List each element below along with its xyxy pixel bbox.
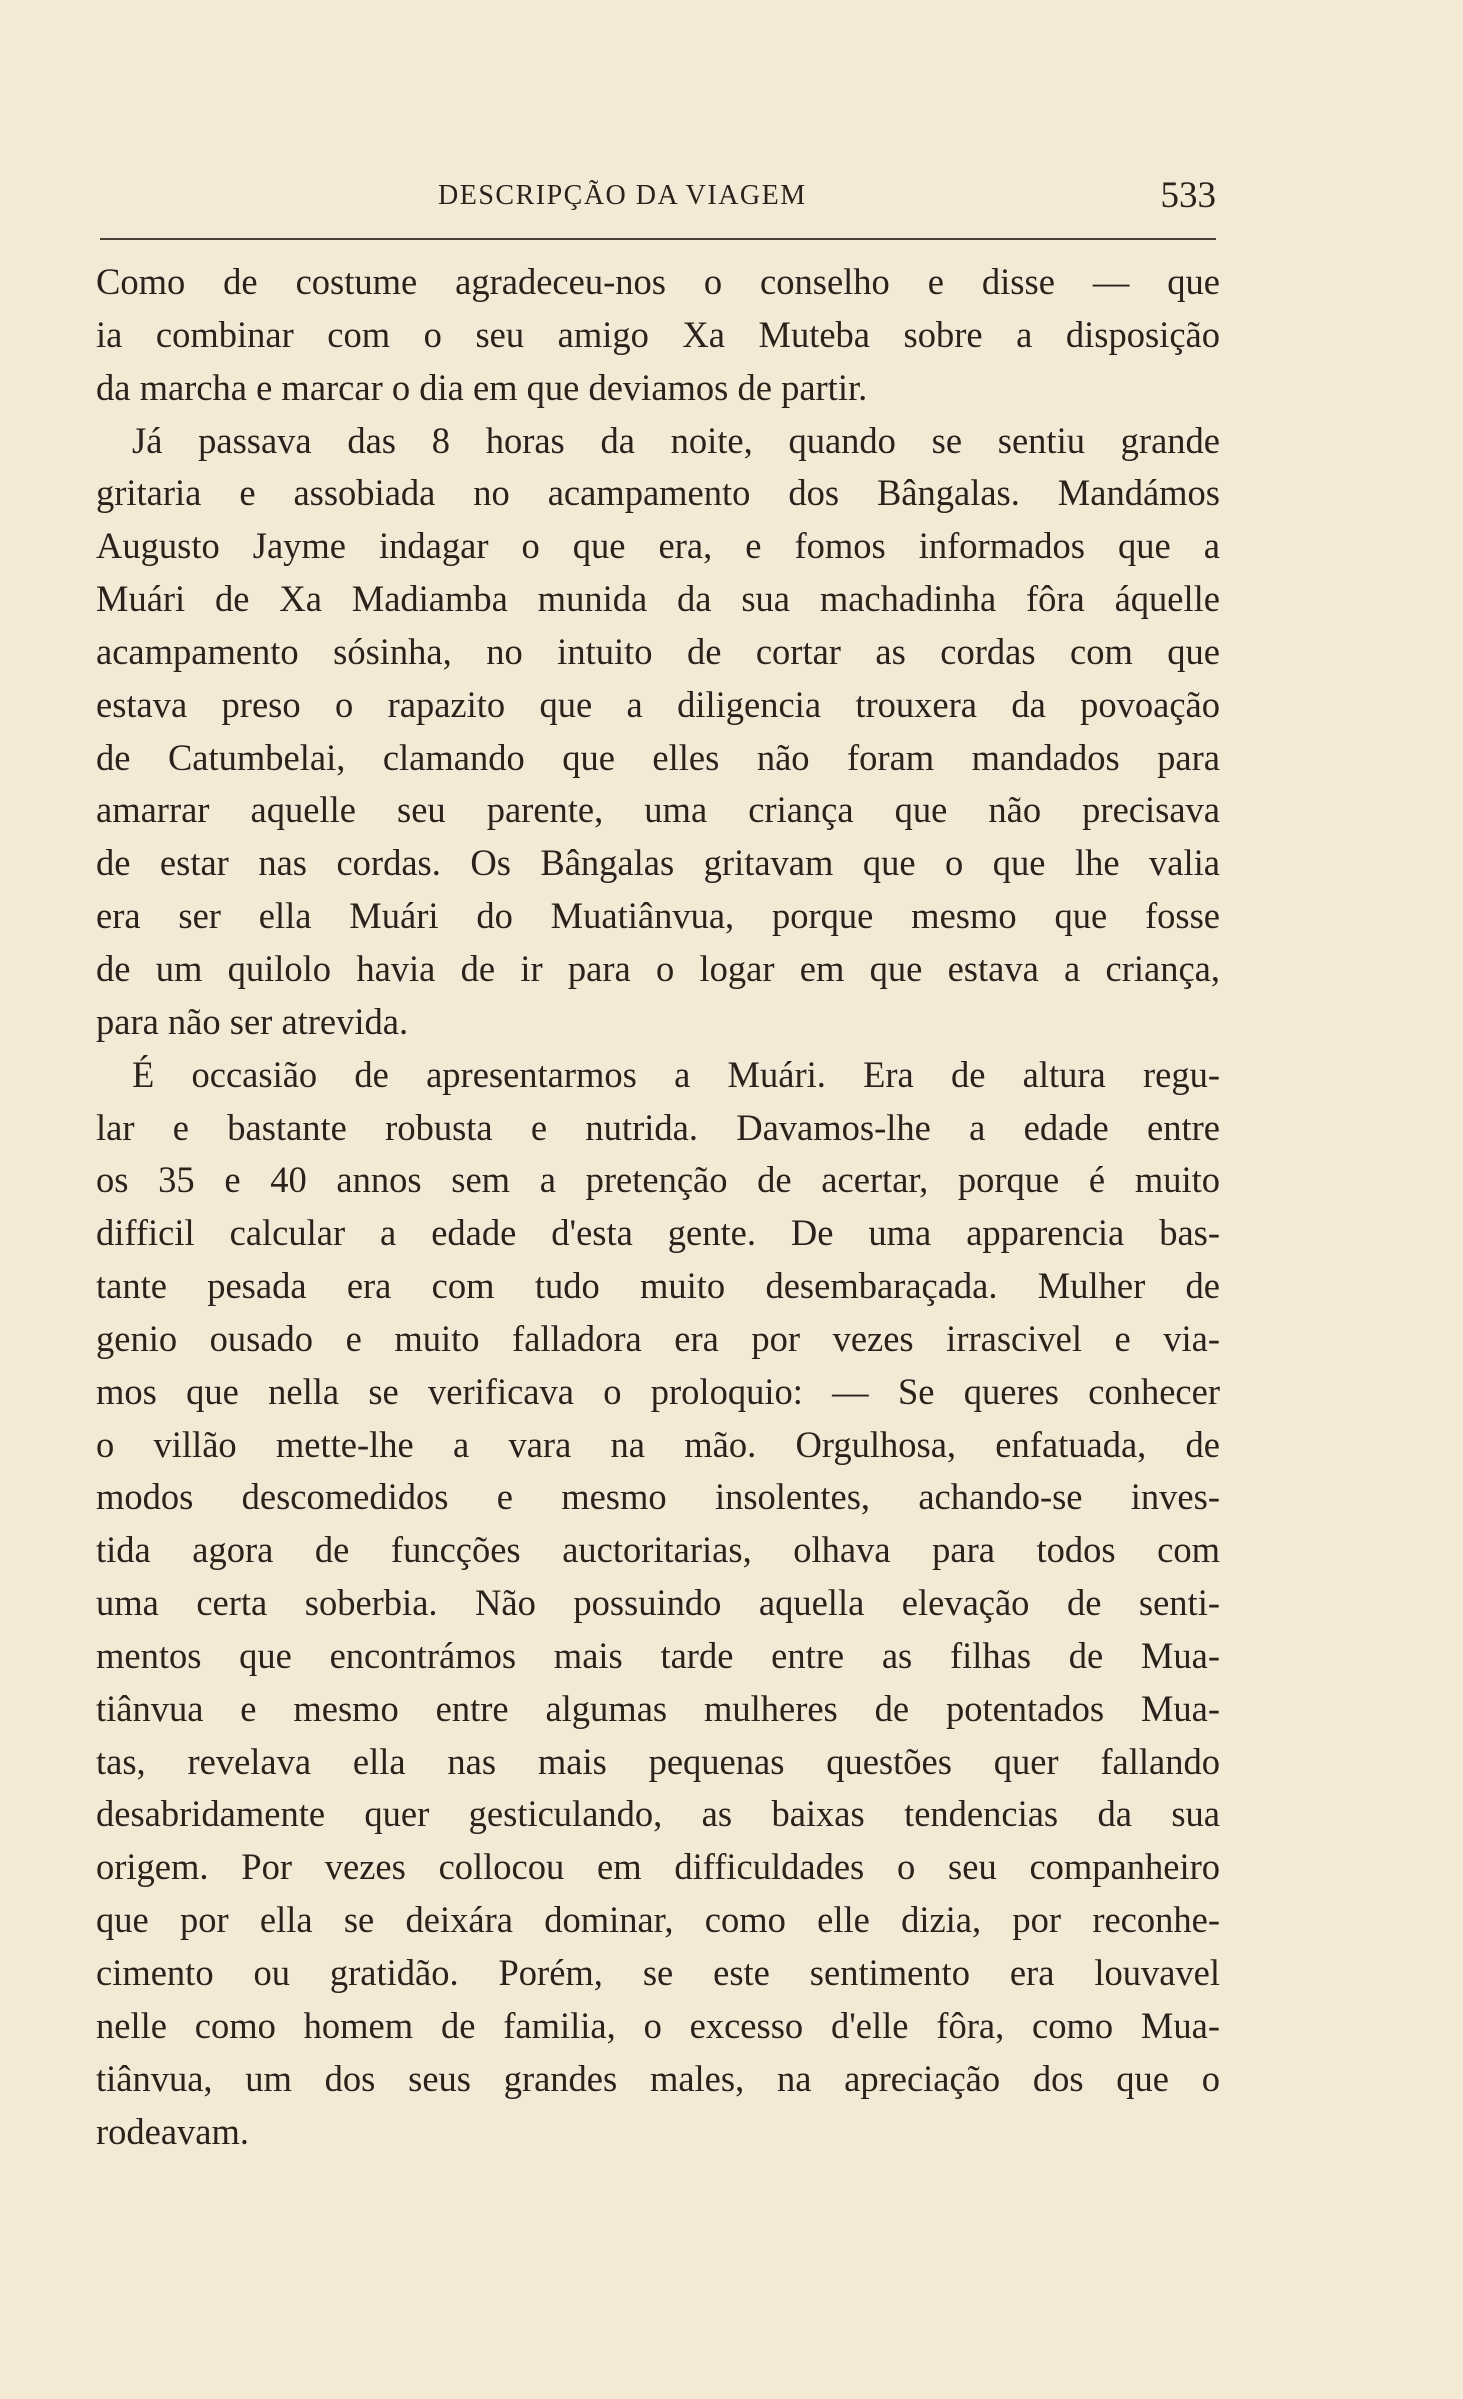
running-title: DESCRIPÇÃO DA VIAGEM <box>438 180 807 211</box>
body-text <box>96 256 1220 2158</box>
text-line: Como de costume agradeceu-nos o conselho e disse — que <box>96 261 1220 302</box>
text-line: o villão mette-lhe a vara na mão. Orgulhosa, enfatuada, de <box>96 1423 1220 1465</box>
text-line: mentos que encontrámos mais tarde entre as filhas de Mua- <box>96 1634 1220 1676</box>
text-line: amarrar aquelle seu parente, uma criança que não precisava <box>96 789 1220 831</box>
text-line: tiânvua, um dos seus grandes males, na apreciação dos que o <box>96 2057 1220 2099</box>
text-line: de um quilolo havia de ir para o logar em que estava a criança, <box>96 947 1220 989</box>
text-line: É occasião de apresentarmos a Muári. Era de altura regu- <box>132 1053 1220 1095</box>
text-line: ia combinar com o seu amigo Xa Muteba sobre a disposição <box>96 313 1220 355</box>
text-line: tiânvua e mesmo entre algumas mulheres de potentados Mua- <box>96 1687 1220 1729</box>
text-line: acampamento sósinha, no intuito de cortar as cordas com que <box>96 630 1220 672</box>
text-line: Augusto Jayme indagar o que era, e fomos informados que a <box>96 525 1220 567</box>
text-line: cimento ou gratidão. Porém, se este sentimento era louvavel <box>96 1952 1220 1993</box>
text-line: para não ser atrevida. <box>96 1000 409 1042</box>
text-line: tida agora de funcções auctoritarias, olhava para todos com <box>96 1529 1220 1571</box>
text-line: Já passava das 8 horas da noite, quando se sentiu grande <box>132 419 1220 461</box>
text-line: da marcha e marcar o dia em que deviamos de partir. <box>96 366 868 408</box>
text-line: mos que nella se verificava o proloquio: — Se queres conhecer <box>96 1370 1220 1412</box>
text-line: rodeavam. <box>96 2110 250 2152</box>
text-line: os 35 e 40 annos sem a pretenção de acertar, porque é muito <box>96 1159 1220 1201</box>
text-line: nelle como homem de familia, o excesso d'elle fôra, como Mua- <box>96 2004 1220 2046</box>
text-line: de estar nas cordas. Os Bângalas gritavam que o que lhe valia <box>96 842 1220 884</box>
running-head <box>100 168 1216 218</box>
text-line: gritaria e assobiada no acampamento dos Bângalas. Mandámos <box>96 472 1220 514</box>
text-line: modos descomedidos e mesmo insolentes, achando-se inves- <box>96 1476 1220 1518</box>
text-line: difficil calcular a edade d'esta gente. De uma apparencia bas- <box>96 1212 1220 1254</box>
text-line: de Catumbelai, clamando que elles não foram mandados para <box>96 736 1220 778</box>
text-line: Muári de Xa Madiamba munida da sua machadinha fôra áquelle <box>96 578 1220 620</box>
text-line: uma certa soberbia. Não possuindo aquella elevação de senti- <box>96 1582 1220 1624</box>
text-line: estava preso o rapazito que a diligencia trouxera da povoação <box>96 683 1220 725</box>
text-line: era ser ella Muári do Muatiânvua, porque mesmo que fosse <box>96 895 1220 937</box>
header-rule <box>100 238 1216 240</box>
text-line: genio ousado e muito falladora era por vezes irrascivel e via- <box>96 1317 1220 1359</box>
text-line: tante pesada era com tudo muito desembaraçada. Mulher de <box>96 1265 1220 1307</box>
text-line: desabridamente quer gesticulando, as baixas tendencias da sua <box>96 1793 1220 1835</box>
text-line: origem. Por vezes collocou em difficuldades o seu companheiro <box>96 1846 1220 1888</box>
text-line: tas, revelava ella nas mais pequenas questões quer fallando <box>96 1740 1220 1782</box>
text-line: que por ella se deixára dominar, como elle dizia, por reconhe- <box>96 1899 1220 1941</box>
text-line: lar e bastante robusta e nutrida. Davamos-lhe a edade entre <box>96 1106 1220 1148</box>
page-number: 533 <box>1160 175 1216 216</box>
